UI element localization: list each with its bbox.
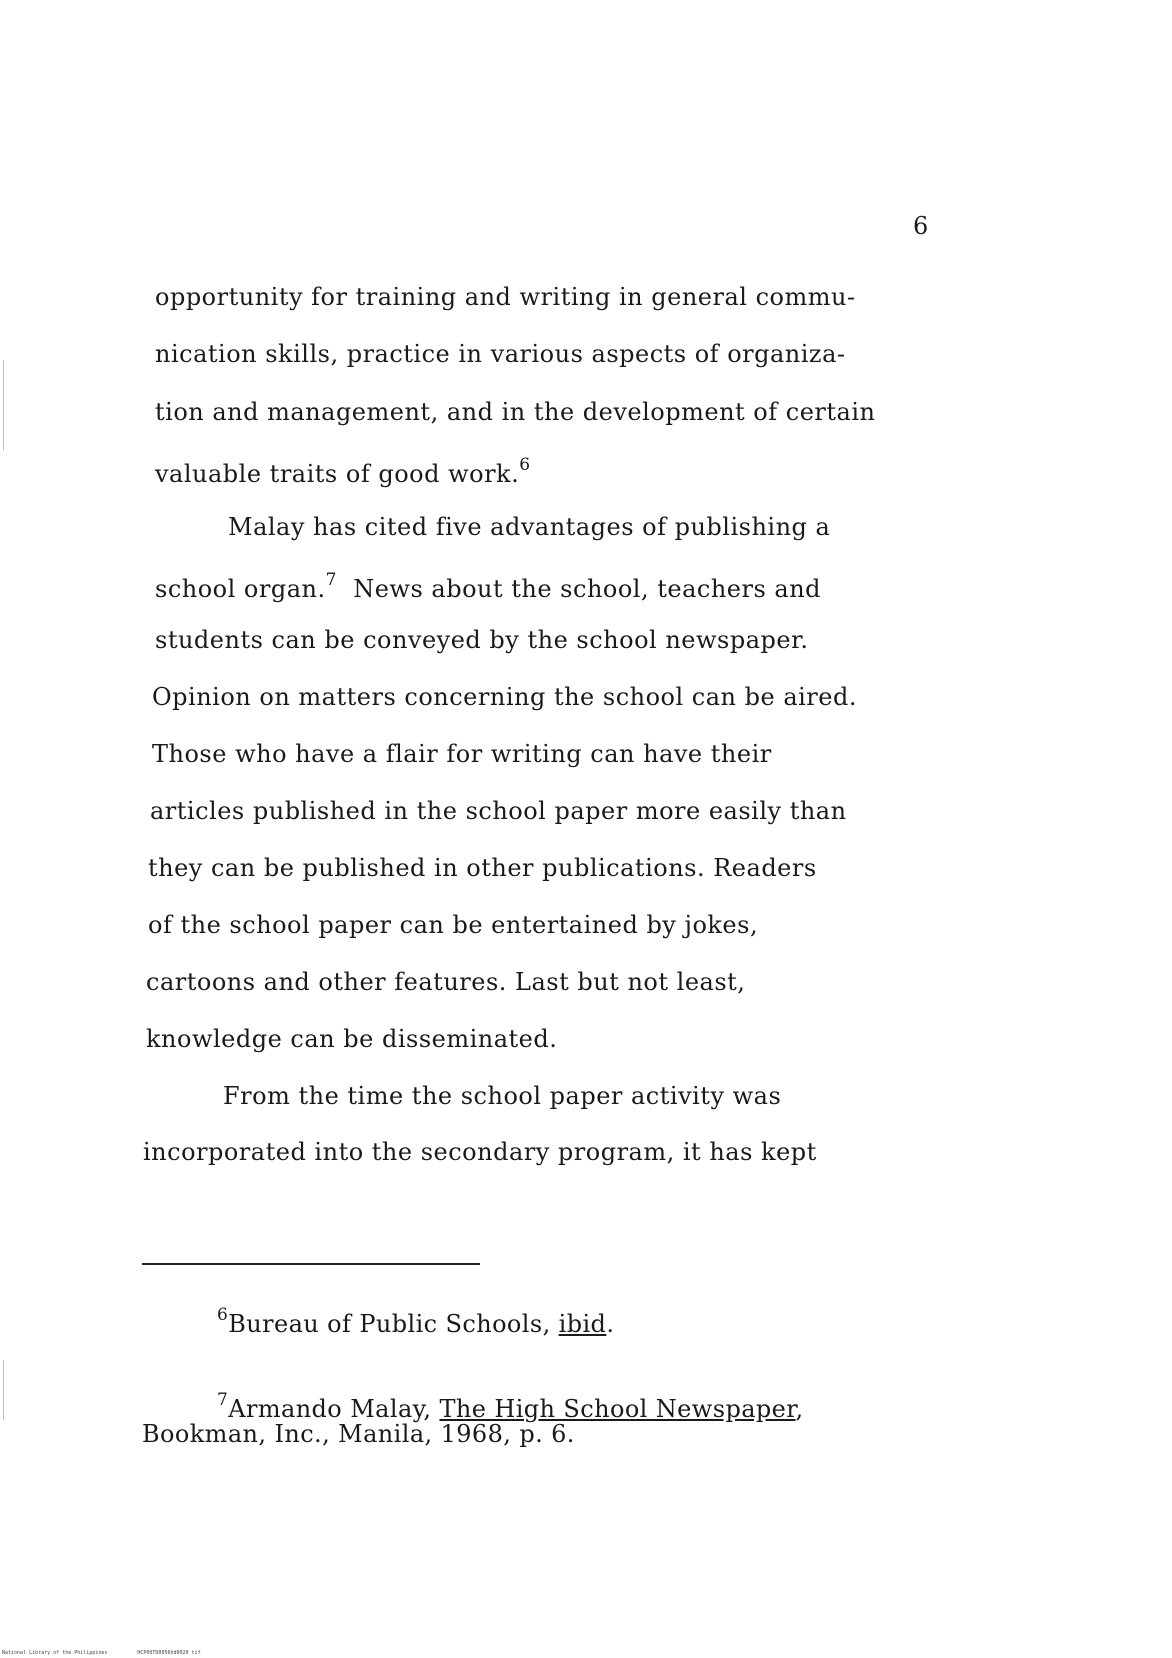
footnote-ref-7: 7 [325, 570, 337, 590]
body-line: Those who have a flair for writing can have their [152, 740, 772, 768]
body-line: Opinion on matters concerning the school can be aired. [152, 683, 857, 711]
body-line: of the school paper can be entertained by jokes, [148, 911, 759, 939]
body-line [155, 455, 531, 488]
body-line [155, 570, 821, 603]
body-line: From the time the school paper activity was [223, 1082, 782, 1110]
scan-footer-left: National Library of the Philippines [2, 1650, 108, 1656]
body-line-text: valuable traits of good work. [155, 460, 520, 488]
scan-edge-mark [3, 1360, 4, 1420]
body-line: articles published in the school paper more easily than [150, 797, 847, 825]
body-line: cartoons and other features. Last but not least, [146, 968, 746, 996]
footnote-7 [217, 1390, 804, 1423]
page-number: 6 [913, 212, 929, 240]
body-line: opportunity for training and writing in general commu- [155, 283, 856, 311]
body-line-text: school organ. [155, 575, 326, 603]
body-line: students can be conveyed by the school newspaper. [155, 626, 809, 654]
footnote-number: 6 [217, 1305, 229, 1325]
footnote-text: Bureau of Public Schools, [228, 1310, 559, 1338]
footnote-ref-6: 6 [519, 455, 531, 475]
footnote-book-title: The High School Newspaper [439, 1395, 796, 1423]
footnote-punct: . [606, 1310, 615, 1338]
body-line-text: News about the school, teachers and [353, 575, 822, 603]
body-line: nication skills, practice in various aspects of organiza- [155, 340, 846, 368]
footnote-ref-ibid: ibid [558, 1310, 607, 1338]
body-line: Malay has cited five advantages of publishing a [228, 513, 831, 541]
footnote-number: 7 [217, 1390, 229, 1410]
footnote-divider [142, 1263, 480, 1265]
body-line: knowledge can be disseminated. [146, 1025, 558, 1053]
body-line: incorporated into the secondary program, it has kept [143, 1138, 817, 1166]
body-line: they can be published in other publications. Readers [148, 854, 817, 882]
scan-footer [2, 1650, 231, 1656]
scan-edge-mark [3, 360, 4, 450]
body-line: tion and management, and in the development of certain [155, 398, 876, 426]
footnote-6 [217, 1305, 614, 1338]
scan-footer-right: HCP00TD0056hd0020 tif [137, 1650, 201, 1656]
footnote-punct: , [795, 1395, 804, 1423]
footnote-7-line-2: Bookman, Inc., Manila, 1968, p. 6. [142, 1420, 575, 1448]
footnote-text: Armando Malay, [228, 1395, 440, 1423]
